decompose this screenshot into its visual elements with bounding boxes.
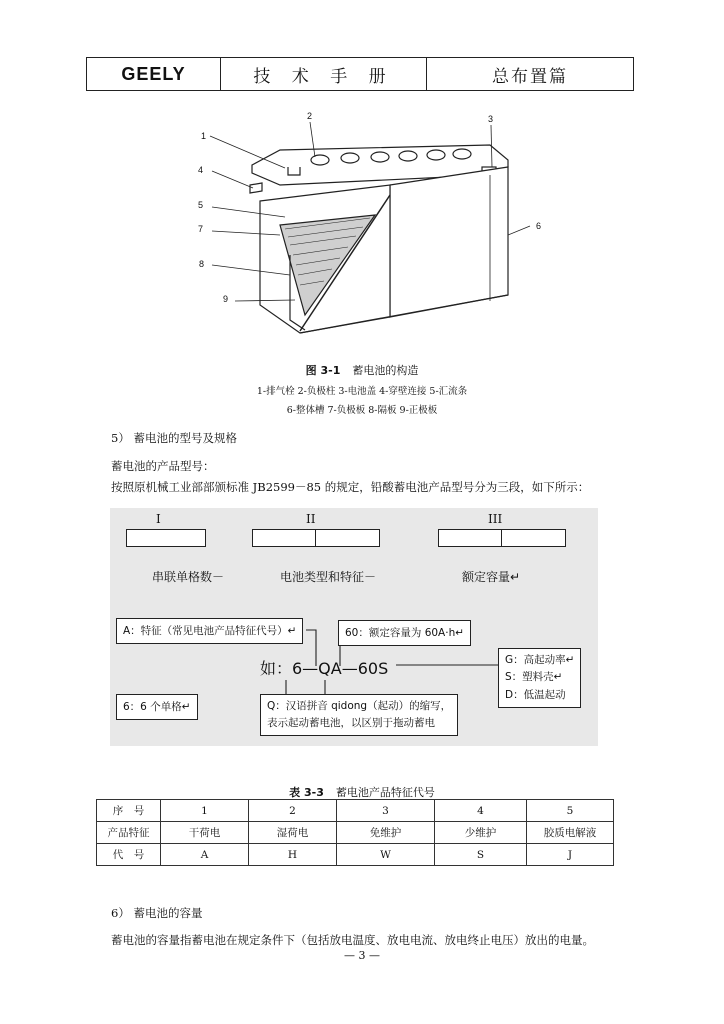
suffix-g: G：高起动率↵	[505, 654, 575, 666]
model-example: 如：6—QA—60S	[260, 659, 389, 678]
callout-5: 5	[198, 200, 204, 210]
table-caption	[0, 784, 724, 800]
segment-1-box	[126, 529, 206, 547]
segment-3-box	[438, 529, 566, 547]
segment-1-label: 串联单格数－	[152, 570, 225, 584]
table-cell: W	[337, 844, 435, 866]
table-cell: 少维护	[435, 822, 527, 844]
table-row	[97, 844, 614, 866]
note-cell-count: 6：6 个单格↵	[116, 694, 198, 720]
callout-1: 1	[201, 131, 207, 141]
callout-9: 9	[223, 294, 229, 304]
segment-3-numeral: III	[488, 512, 503, 526]
table-cell: 序 号	[97, 800, 161, 822]
manual-title: 技 术 手 册	[221, 58, 427, 90]
figure-legend-line-2: 6-整体槽 7-负极板 8-隔板 9-正极板	[286, 405, 438, 416]
table-cell: S	[435, 844, 527, 866]
battery-feature-code-table	[96, 799, 614, 866]
note-q-meaning	[260, 694, 458, 736]
segment-1-numeral: I	[156, 512, 161, 526]
table-cell: 免维护	[337, 822, 435, 844]
segment-2-box	[252, 529, 380, 547]
table-cell: H	[249, 844, 337, 866]
segment-2-numeral: II	[306, 512, 316, 526]
table-cell: 4	[435, 800, 527, 822]
note-q-line-1: Q：汉语拼音 qidong（起动）的缩写，	[267, 700, 452, 712]
table-cell: 代 号	[97, 844, 161, 866]
callout-7: 7	[198, 224, 204, 234]
figure-title: 蓄电池的构造	[352, 364, 419, 377]
note-rated-capacity: 60：额定容量为 60A·h↵	[338, 620, 471, 646]
callout-6: 6	[536, 221, 542, 231]
document-header	[86, 57, 634, 91]
table-cell: 1	[161, 800, 249, 822]
table-number: 表 3-3	[289, 786, 324, 799]
section-6-line-1: 蓄电池的容量指蓄电池在规定条件下（包括放电温度、放电电流、放电终止电压）放出的电量。	[111, 933, 594, 947]
section-title: 总布置篇	[492, 66, 568, 87]
table-cell: 胶质电解液	[527, 822, 614, 844]
table-cell: 湿荷电	[249, 822, 337, 844]
table-row	[97, 800, 614, 822]
note-feature-code: A：特征（常见电池产品特征代号）↵	[116, 618, 303, 644]
segment-2-label: 电池类型和特征－	[280, 570, 377, 584]
table-title: 蓄电池产品特征代号	[335, 786, 435, 799]
callout-3: 3	[488, 114, 494, 124]
segment-3-label: 额定容量↵	[462, 570, 521, 584]
table-cell: 产品特征	[97, 822, 161, 844]
model-number-diagram	[110, 508, 598, 746]
suffix-d: D：低温起动	[505, 688, 566, 701]
table-cell: J	[527, 844, 614, 866]
suffix-s: S：塑料壳↵	[505, 671, 563, 684]
figure-number: 图 3-1	[305, 364, 341, 377]
table-row	[97, 822, 614, 844]
battery-illustration	[190, 105, 550, 350]
table-cell: 2	[249, 800, 337, 822]
page-number: — 3 —	[344, 949, 380, 962]
callout-8: 8	[199, 259, 205, 269]
figure-caption	[0, 362, 724, 378]
note-q-line-2: 表示起动蓄电池，以区别于拖动蓄电	[267, 716, 435, 729]
callout-4: 4	[198, 165, 204, 175]
table-cell: 5	[527, 800, 614, 822]
table-cell: A	[161, 844, 249, 866]
section-5-line-1: 蓄电池的产品型号：	[111, 459, 215, 473]
section-5-heading: 5） 蓄电池的型号及规格	[111, 431, 237, 445]
note-suffix-codes	[498, 648, 581, 708]
table-cell: 干荷电	[161, 822, 249, 844]
callout-2: 2	[307, 111, 313, 121]
brand-name: GEELY	[87, 58, 221, 90]
section-5-line-2: 按照原机械工业部部颁标准 JB2599－85 的规定，铅酸蓄电池产品型号分为三段，如下所示：	[111, 480, 590, 494]
table-cell: 3	[337, 800, 435, 822]
section-6-heading: 6） 蓄电池的容量	[111, 906, 203, 920]
figure-legend-line-1: 1-排气栓 2-负极柱 3-电池盖 4-穿壁连接 5-汇流条	[256, 386, 468, 397]
